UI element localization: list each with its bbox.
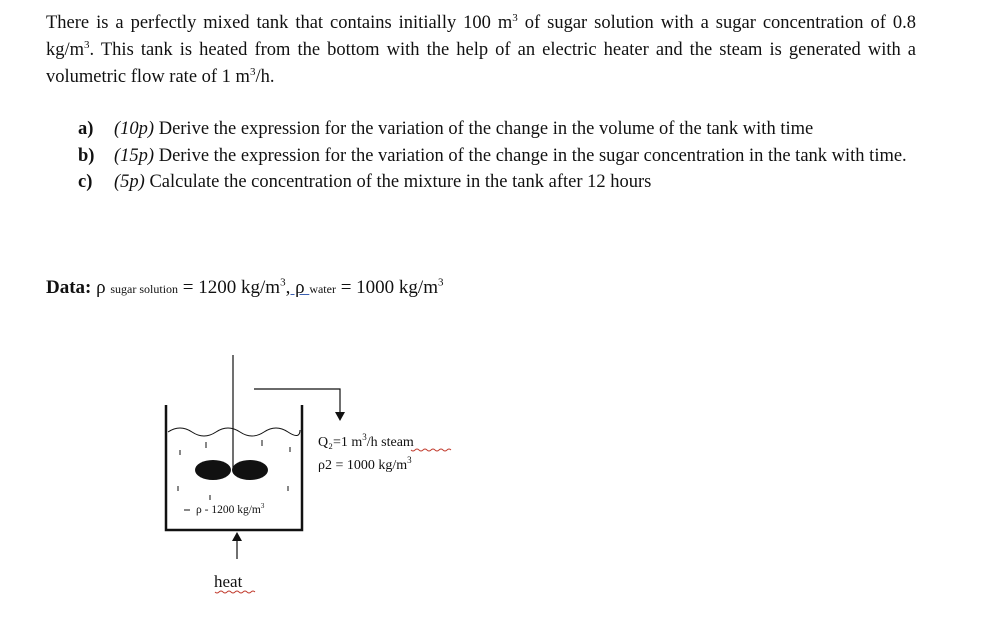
heat-label: heat xyxy=(214,572,243,591)
tank-density-label: ρ - 1200 $kg/m^3$ xyxy=(196,502,265,516)
question-label: c) xyxy=(78,172,93,192)
intro-line-2: concentration of 0.8 kg/m xyxy=(46,13,916,60)
intro-line-3-end: /h. xyxy=(255,67,275,87)
rho-sugar-subscript: sugar solution xyxy=(110,282,179,296)
steam-density-label: ρ2 = 1000 $kg/m^3$ xyxy=(318,455,412,473)
rho-water-symbol: , ρ xyxy=(285,277,310,298)
rho-sugar-symbol: ρ xyxy=(91,277,111,298)
impeller-right xyxy=(232,460,268,480)
rho-water-value: = 1000 kg/m xyxy=(335,277,438,298)
question-text: Derive the expression for the variation of the change in the sugar concentration in the tank with time. xyxy=(154,145,907,166)
intro-sup-2: 3 xyxy=(84,38,90,51)
question-label: a) xyxy=(78,119,94,139)
question-text: Derive the expression for the variation of the change in the volume of the tank with time xyxy=(154,119,814,139)
data-label: Data: xyxy=(46,277,92,298)
rho-water-sup: 3 xyxy=(438,276,444,289)
rho-sugar-sup: 3 xyxy=(280,276,286,289)
intro-line-1-end: of sugar solution with a sugar xyxy=(517,13,756,33)
intro-sup-3: 3 xyxy=(249,65,256,78)
steam-arrow-icon xyxy=(335,412,345,421)
liquid-surface xyxy=(168,428,300,436)
intro-line-2-end: . This tank is heated from the bottom with the help of an electric xyxy=(89,40,597,60)
rho-sugar-value: = 1200 kg/m xyxy=(178,277,281,298)
question-points: (5p) xyxy=(114,172,145,192)
steam-flow-label: Q₂=1 $m^3/h$ steam xyxy=(318,432,414,450)
question-points: (10p) xyxy=(114,119,155,139)
intro-line-1: There is a perfectly mixed tank that contains initially 100 m xyxy=(46,13,513,33)
heat-arrow-icon xyxy=(232,532,242,541)
rho-water-subscript: water xyxy=(309,282,336,296)
intro-sup-1: 3 xyxy=(512,11,518,24)
question-text: Calculate the concentration of the mixture in the tank after 12 hours xyxy=(144,172,652,192)
question-points: (15p) xyxy=(114,145,155,166)
intro-line-3: heater and the steam is generated with a volumetric flow rate of 1 m xyxy=(46,40,917,87)
impeller-left xyxy=(195,460,231,480)
steam-pipe xyxy=(254,389,340,413)
question-label: b) xyxy=(78,145,95,166)
